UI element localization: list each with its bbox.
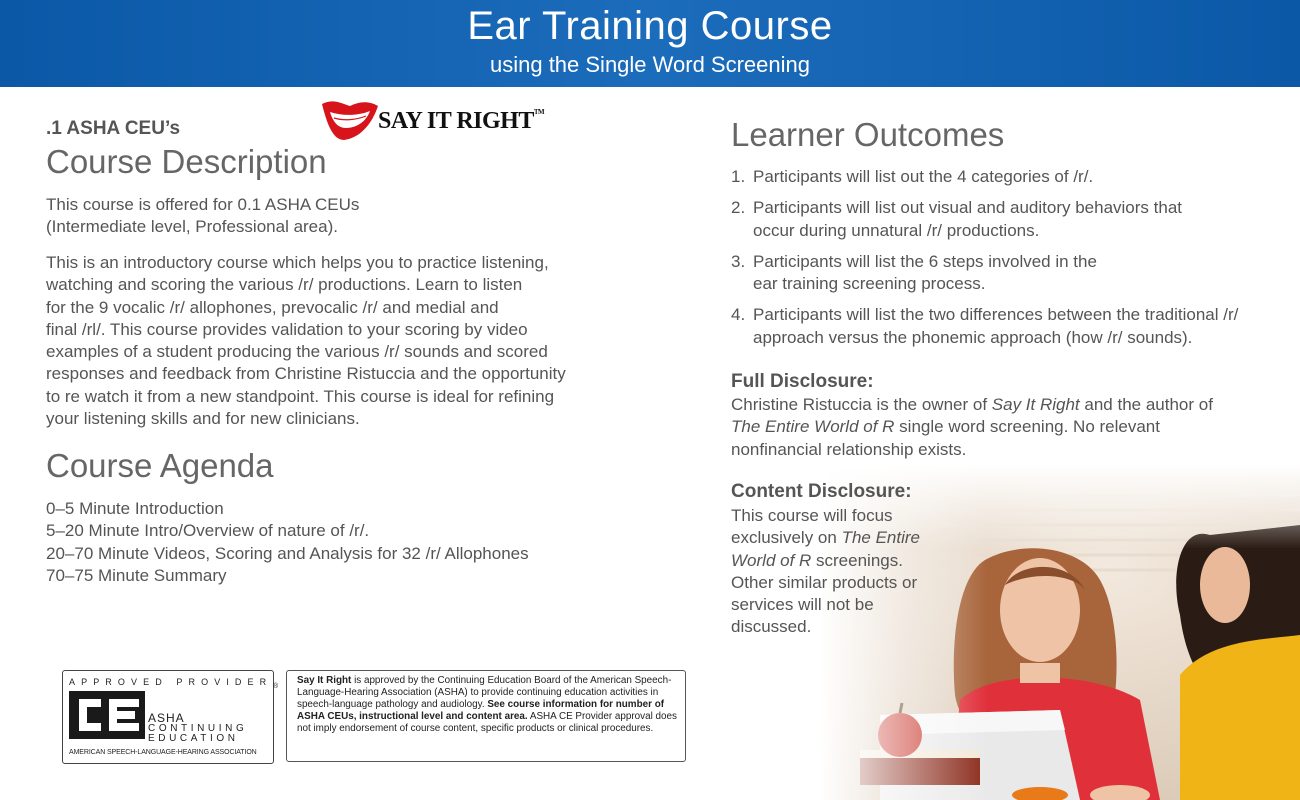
outcomes-list (731, 166, 1271, 358)
logo-text: SAY IT RIGHT™ (378, 108, 545, 134)
text-line: examples of a student producing the various /r/ sounds and scored (46, 342, 548, 362)
asha-approval-statement (286, 670, 686, 762)
continuing-label: CONTINUING (148, 723, 248, 734)
approval-text: Say It Right is approved by the Continuing Education Board of the American Speech-Language-Hearing Association (ASHA) to provide continuing education activities in speech-language pathology and audiology. See course information for number of ASHA CEUs, instructional level and content area. ASHA CE Provider approval does not imply endorsement of course content, specific products or clinical procedures. (297, 675, 677, 734)
course-description-heading: Course Description (46, 143, 327, 180)
agenda-list (46, 498, 529, 587)
text-line: your listening skills and for new clinicians. (46, 409, 360, 429)
page-title: Ear Training Course (467, 4, 833, 48)
agenda-item: 20–70 Minute Videos, Scoring and Analysis for 32 /r/ Allophones (46, 543, 529, 563)
text-line: The Entire World of R single word screening. No relevant (731, 417, 1160, 437)
asha-label: ASHA (148, 711, 185, 725)
content-disclosure-text (731, 505, 951, 639)
outcome-item: 1. Participants will list out the 4 categories of /r/. (731, 167, 1094, 186)
text-line: nonfinancial relationship exists. (731, 439, 967, 459)
course-agenda-heading: Course Agenda (46, 447, 274, 484)
text-line: to re watch it from a new standpoint. This course is ideal for refining (46, 386, 555, 406)
education-label: EDUCATION (148, 733, 239, 744)
text-line: (Intermediate level, Professional area). (46, 217, 338, 237)
text-line: Christine Ristuccia is the owner of Say It Right and the author of (731, 395, 1213, 414)
text-line: for the 9 vocalic /r/ allophones, prevocalic /r/ and medial and (46, 297, 499, 317)
text-line: World of R screenings. (731, 550, 903, 570)
approved-provider-label: APPROVED PROVIDER (69, 677, 273, 687)
ceu-label: .1 ASHA CEU’s (46, 118, 181, 139)
learner-outcomes-heading: Learner Outcomes (731, 116, 1005, 153)
page-subtitle: using the Single Word Screening (489, 52, 810, 77)
full-disclosure-title: Full Disclosure: (731, 371, 874, 392)
association-label: AMERICAN SPEECH-LANGUAGE-HEARING ASSOCIATION (69, 749, 257, 756)
outcome-item: 4. Participants will list the two differences between the traditional /r/ approach versus the phonemic approach (how /r/ sounds). (731, 305, 1239, 347)
text-line: watching and scoring the various /r/ productions. Learn to listen (46, 275, 523, 295)
outcome-item: 2. Participants will list out visual and auditory behaviors that occur during unnatural /r/ productions. (731, 198, 1182, 240)
text-line: services will not be (731, 595, 874, 615)
text-line: responses and feedback from Christine Ristuccia and the opportunity (46, 364, 566, 384)
header-banner (0, 0, 1300, 87)
text-line: final /rl/. This course provides validation to your scoring by video (46, 319, 528, 339)
content-disclosure-title: Content Disclosure: (731, 481, 912, 502)
agenda-item: 70–75 Minute Summary (46, 565, 227, 585)
text-line: This course is offered for 0.1 ASHA CEUs (46, 195, 360, 214)
say-it-right-logo (320, 98, 560, 144)
registered-mark: ® (273, 683, 279, 690)
agenda-item: 5–20 Minute Intro/Overview of nature of /r/. (46, 521, 370, 541)
text-line: exclusively on The Entire (731, 528, 920, 548)
asha-ce-badge (62, 670, 274, 764)
description-para2 (46, 252, 566, 430)
lips-icon (320, 98, 380, 144)
text-line: discussed. (731, 617, 812, 637)
description-para1 (46, 194, 359, 239)
ce-logo-icon (69, 691, 145, 739)
text-line: This course will focus (731, 506, 893, 525)
text-line: Other similar products or (731, 572, 918, 592)
full-disclosure-text (731, 394, 1271, 461)
agenda-item: 0–5 Minute Introduction (46, 499, 224, 518)
text-line: This is an introductory course which helps you to practice listening, (46, 253, 549, 272)
outcome-item: 3. Participants will list the 6 steps involved in the ear training screening process. (731, 251, 1097, 294)
